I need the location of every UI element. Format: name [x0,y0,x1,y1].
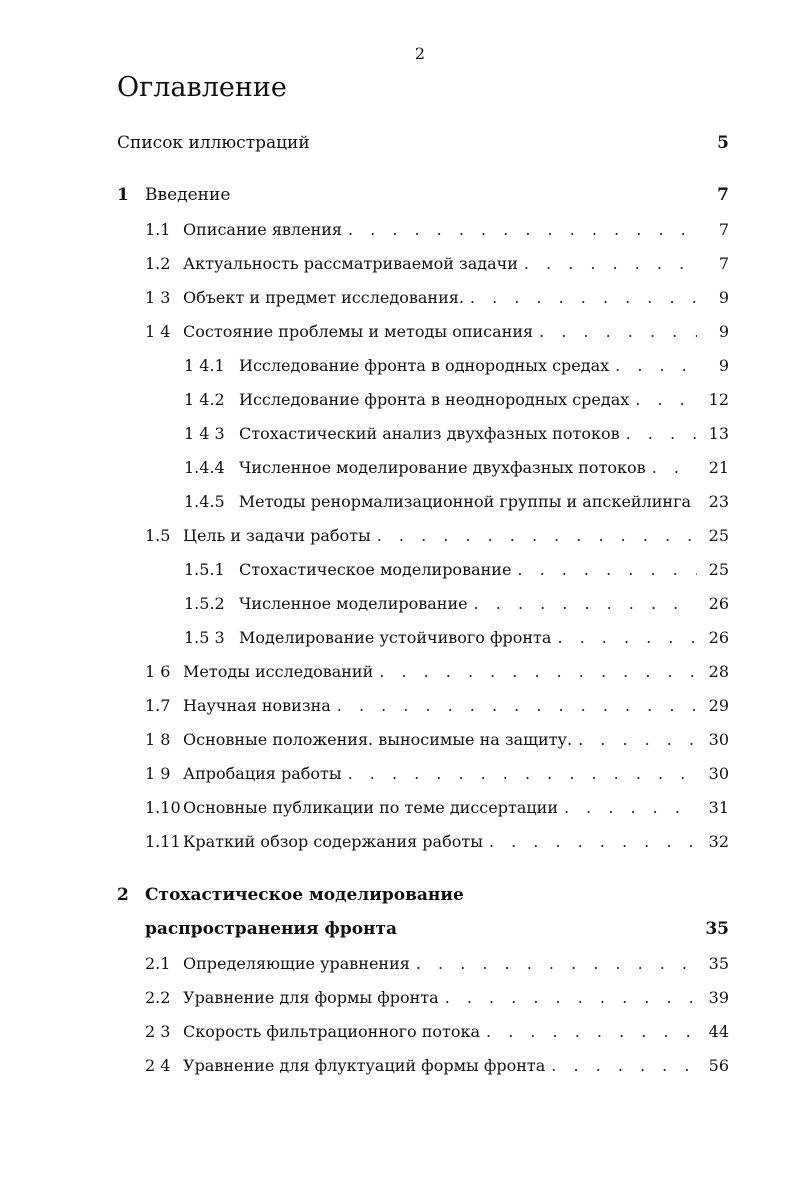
toc-leader [445,988,697,1007]
toc-leader [564,798,697,817]
toc-chapter-2-line2[interactable] [145,919,729,939]
toc-label: Описание явления [183,220,342,239]
toc-section[interactable] [145,764,729,783]
toc-label: Цель и задачи работы [183,526,371,545]
toc-page: 9 [718,288,729,307]
toc-label: Численное моделирование [239,594,468,613]
toc-label: Список иллюстраций [117,133,310,153]
toc-label: Стохастическое моделирование [239,560,512,579]
toc-section[interactable] [145,988,729,1007]
toc-leader [615,356,697,375]
toc-section[interactable] [145,1022,729,1041]
toc-num: 2 4 [145,1056,171,1075]
toc-label: Скорость фильтрационного потока [183,1022,481,1041]
toc-section[interactable] [145,526,729,545]
toc-num: 1.5.1 [184,560,225,579]
toc-label: Состояние проблемы и методы описания [183,322,534,341]
toc-leader [337,696,697,715]
toc-subsection[interactable] [184,356,729,375]
toc-leader [377,526,697,545]
page-title: Оглавление [117,72,287,103]
toc-page: 26 [708,594,729,613]
toc-chapter-number: 2 [117,885,129,905]
toc-num: 1 4 3 [184,424,225,443]
toc-num: 1 4.2 [184,390,225,409]
toc-page: 30 [708,764,729,783]
toc-page: 28 [708,662,729,681]
toc-leader [348,764,697,783]
toc-subsection[interactable] [184,594,729,613]
toc-label: Уравнение для флуктуаций формы фронта [183,1056,546,1075]
toc-page: 9 [718,356,729,375]
toc-num: 1 4.1 [184,356,225,375]
toc-leader [524,254,697,273]
toc-chapter-page: 35 [705,919,729,939]
toc-leader [539,322,697,341]
toc-section[interactable] [145,662,729,681]
toc-label: Численное моделирование двухфазных потоков [239,458,646,477]
toc-leader [486,1022,697,1041]
toc-chapter-2-line1[interactable] [117,885,729,905]
toc-num: 1.5.2 [184,594,225,613]
toc-page: 13 [708,424,729,443]
toc-label: Стохастический анализ двухфазных потоков [239,424,620,443]
toc-num: 1.10 [145,798,181,817]
toc-subsection[interactable] [184,424,729,443]
toc-chapter-label: Стохастическое моделирование [145,885,464,905]
toc-leader [635,390,697,409]
toc-leader [557,628,697,647]
toc-label: Исследование фронта в неоднородных средах [239,390,630,409]
toc-chapter-number: 1 [117,185,129,205]
toc-page: 31 [708,798,729,817]
toc-num: 1.4.5 [184,492,225,511]
toc-section[interactable] [145,254,729,273]
toc-page: 26 [708,628,729,647]
toc-section[interactable] [145,954,729,973]
toc-page: 9 [718,322,729,341]
toc-section[interactable] [145,288,729,307]
toc-subsection[interactable] [184,560,729,579]
toc-subsection[interactable] [184,492,729,511]
toc-label: Актуальность рассматриваемой задачи [183,254,518,273]
toc-page: 5 [717,133,729,153]
toc-page: 32 [708,832,729,851]
toc-page: 25 [708,560,729,579]
toc-num: 2.2 [145,988,171,1007]
toc-num: 1 3 [145,288,171,307]
toc-section[interactable] [145,798,729,817]
toc-num: 1 9 [145,764,171,783]
toc-label: Методы ренормализационной группы и апскейлинга [238,492,691,511]
toc-label: Уравнение для формы фронта [183,988,439,1007]
toc-page: 30 [708,730,729,749]
toc-label: Апробация работы [183,764,342,783]
toc-section[interactable] [145,1056,729,1075]
toc-subsection[interactable] [184,390,729,409]
toc-chapter-label: Введение [145,185,231,205]
toc-leader [379,662,697,681]
toc-page: 56 [708,1056,729,1075]
toc-page: 7 [718,254,729,273]
toc-page: 25 [708,526,729,545]
toc-label: Объект и предмет исследования. [183,288,464,307]
toc-page: 39 [708,988,729,1007]
toc-label: Основные публикации по теме диссертации [183,798,558,817]
toc-page: 29 [708,696,729,715]
toc-num: 1.2 [145,254,171,273]
toc-section[interactable] [145,730,729,749]
toc-label: Основные положения. выносимые на защиту. [183,730,573,749]
toc-leader [551,1056,697,1075]
toc-label: Исследование фронта в однородных средах [239,356,610,375]
toc-section[interactable] [145,322,729,341]
toc-leader [474,594,697,613]
toc-chapter-page: 7 [717,185,729,205]
toc-num: 1.5 [145,526,171,545]
toc-leader [578,730,697,749]
toc-label: Краткий обзор содержания работы [183,832,483,851]
toc-section[interactable] [145,696,729,715]
toc-leader [652,458,697,477]
toc-chapter-label: распространения фронта [145,919,398,939]
toc-entry-list-of-figures[interactable] [117,133,729,153]
toc-num: 1.11 [145,832,181,851]
page-number: 2 [414,44,426,63]
toc-num: 1.1 [145,220,171,239]
toc-page: 44 [708,1022,729,1041]
toc-num: 1 8 [145,730,171,749]
toc-num: 1 6 [145,662,171,681]
toc-page: 7 [718,220,729,239]
toc-page: 35 [708,954,729,973]
toc-num: 1.4.4 [184,458,225,477]
toc-num: 2 3 [145,1022,171,1041]
toc-num: 1.5 3 [184,628,225,647]
toc-page: 23 [708,492,729,511]
toc-section[interactable] [145,832,729,851]
toc-subsection[interactable] [184,628,729,647]
toc-page: 12 [708,390,729,409]
toc-chapter-1[interactable] [117,185,729,205]
toc-label: Моделирование устойчивого фронта [239,628,552,647]
toc-num: 1.7 [145,696,171,715]
toc-section[interactable] [145,220,729,239]
toc-label: Научная новизна [183,696,331,715]
toc-page: 21 [708,458,729,477]
toc-label: Методы исследований [183,662,374,681]
toc-leader [489,832,697,851]
toc-leader [416,954,697,973]
toc-leader [348,220,697,239]
toc-num: 2.1 [145,954,171,973]
toc-label: Определяющие уравнения [183,954,410,973]
toc-leader [470,288,697,307]
toc-subsection[interactable] [184,458,729,477]
toc-num: 1 4 [145,322,171,341]
toc-leader [517,560,697,579]
toc-leader [626,424,697,443]
